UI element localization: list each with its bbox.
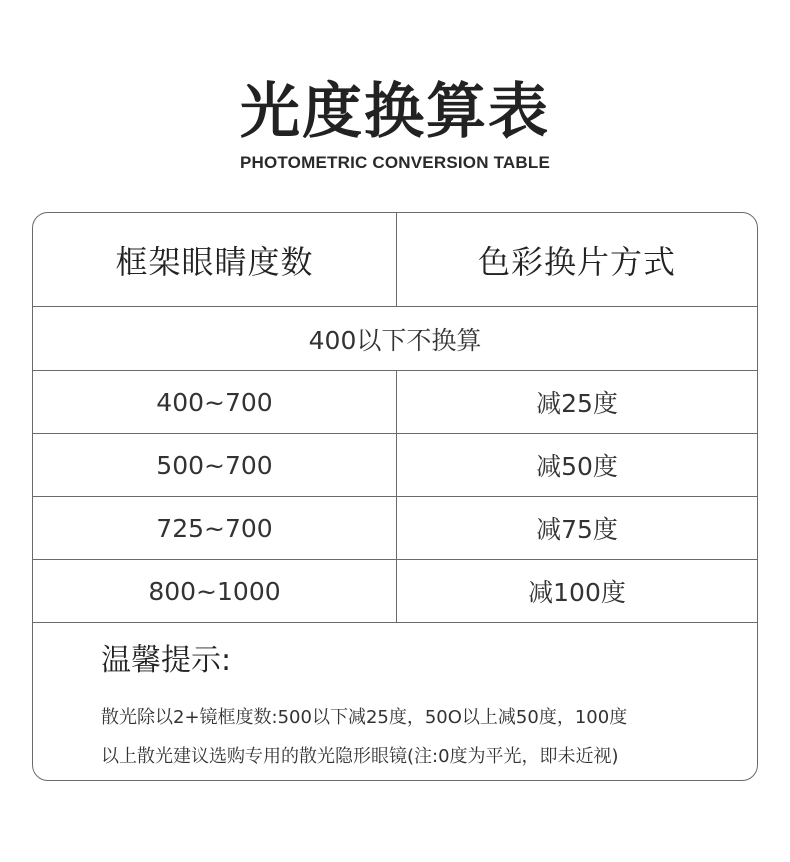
- color-lens-cell: 减50度: [536, 452, 618, 481]
- frame-degree-cell: 500~700: [33, 434, 397, 496]
- table-row: [33, 560, 757, 623]
- column-header-frame-degree: 框架眼睛度数: [33, 213, 397, 306]
- page-title: 光度换算表: [240, 77, 550, 147]
- frame-degree-cell: 400~700: [33, 371, 397, 433]
- table-row: [33, 434, 757, 497]
- table-row: [33, 371, 757, 434]
- table-note-row: [33, 307, 757, 371]
- page-subtitle: PHOTOMETRIC CONVERSION TABLE: [239, 153, 551, 172]
- color-lens-cell: 减25度: [536, 389, 618, 418]
- tips-section: [33, 623, 757, 781]
- table-header-row: [33, 213, 757, 307]
- column-header-color-lens: 色彩换片方式: [477, 242, 676, 281]
- note-cell: 400以下不换算: [308, 325, 482, 355]
- color-lens-cell: 减100度: [528, 578, 626, 607]
- conversion-table: [32, 212, 758, 781]
- table-row: [33, 497, 757, 560]
- tips-line: 以上散光建议选购专用的散光隐形眼镜(注:0度为平光，即未近视): [101, 746, 619, 767]
- tips-title: 温馨提示:: [101, 643, 232, 678]
- frame-degree-cell: 800~1000: [33, 560, 397, 622]
- frame-degree-cell: 725~700: [33, 497, 397, 559]
- color-lens-cell: 减75度: [536, 515, 618, 544]
- tips-line: 散光除以2+镜框度数:500以下减25度，50O以上减50度，100度: [101, 707, 628, 728]
